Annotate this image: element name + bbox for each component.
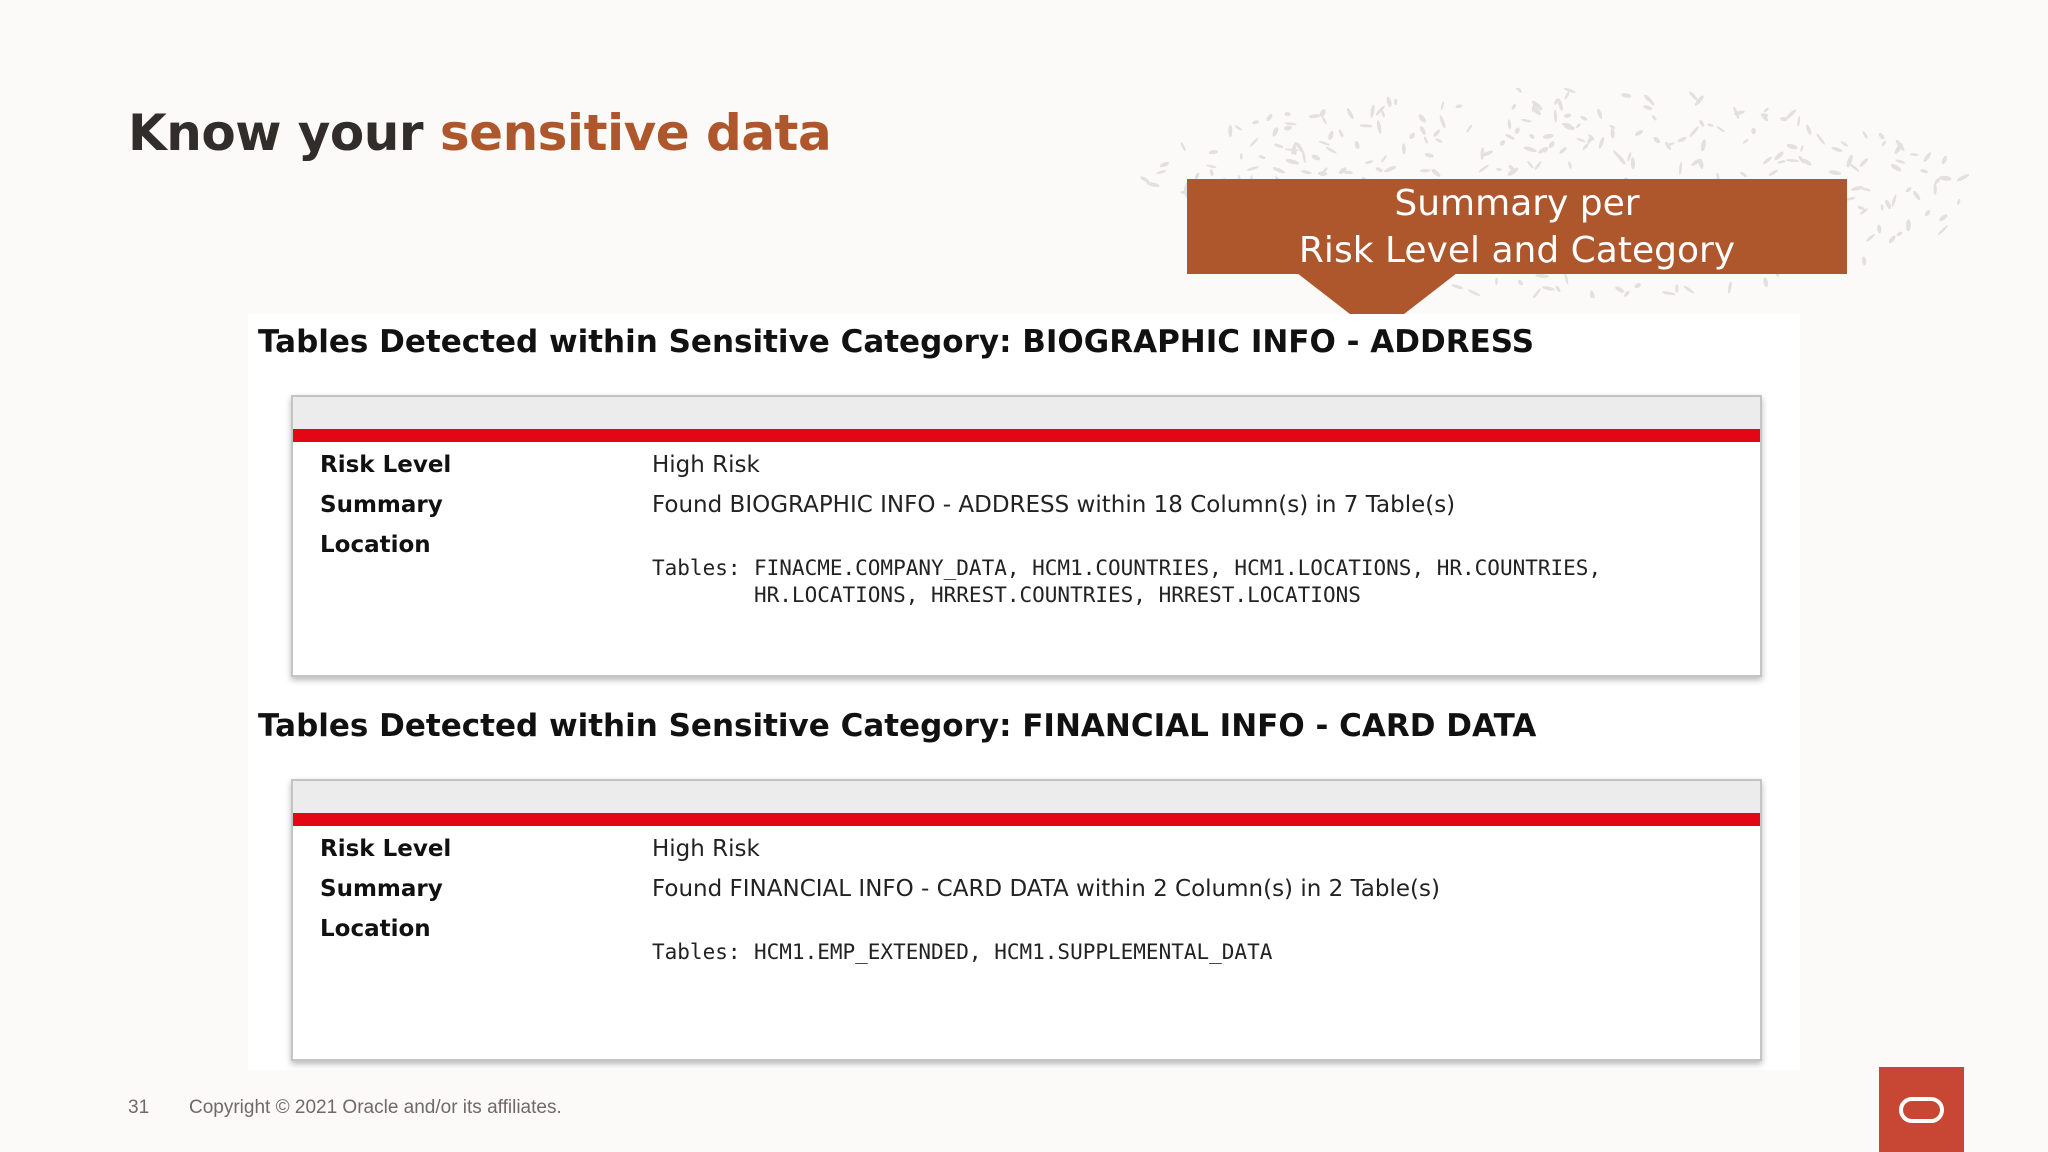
oracle-logo [1879, 1067, 1964, 1152]
panel-header [293, 397, 1760, 429]
tables-prefix: Tables: [652, 940, 741, 964]
panel-header [293, 781, 1760, 813]
title-accent: sensitive data [439, 104, 832, 162]
risk-level-label: Risk Level [320, 452, 452, 478]
location-label: Location [320, 532, 431, 558]
title-main: Know your [128, 104, 440, 162]
tables-line-1: HCM1.EMP_EXTENDED, HCM1.SUPPLEMENTAL_DATA [754, 940, 1273, 964]
oracle-ring-icon [1899, 1097, 1944, 1123]
category-panel-card-data [291, 779, 1762, 1061]
risk-bar [293, 813, 1760, 826]
risk-level-label: Risk Level [320, 836, 452, 862]
copyright-text: Copyright © 2021 Oracle and/or its affiliates. [189, 1097, 562, 1118]
risk-bar [293, 429, 1760, 442]
risk-level-value: High Risk [652, 836, 760, 862]
summary-label: Summary [320, 876, 443, 902]
category-heading-card-data: Tables Detected within Sensitive Category: FINANCIAL INFO - CARD DATA [258, 708, 1537, 744]
slide-title [128, 104, 831, 162]
location-label: Location [320, 916, 431, 942]
tables-line-1: FINACME.COMPANY_DATA, HCM1.COUNTRIES, HCM1.LOCATIONS, HR.COUNTRIES, [754, 556, 1602, 580]
callout-line-1: Summary per [1394, 183, 1640, 224]
category-heading-address: Tables Detected within Sensitive Category: BIOGRAPHIC INFO - ADDRESS [258, 324, 1535, 360]
category-panel-address [291, 395, 1762, 677]
summary-callout [1187, 179, 1847, 274]
summary-label: Summary [320, 492, 443, 518]
tables-line-2: HR.LOCATIONS, HRREST.COUNTRIES, HRREST.LOCATIONS [754, 583, 1361, 607]
slide-number: 31 [128, 1097, 150, 1118]
summary-value: Found BIOGRAPHIC INFO - ADDRESS within 18 Column(s) in 7 Table(s) [652, 492, 1456, 518]
location-tables [652, 939, 1272, 966]
risk-level-value: High Risk [652, 452, 760, 478]
location-tables [652, 555, 1601, 609]
tables-prefix: Tables: [652, 556, 741, 580]
summary-value: Found FINANCIAL INFO - CARD DATA within 2 Column(s) in 2 Table(s) [652, 876, 1440, 902]
callout-line-2: Risk Level and Category [1298, 230, 1736, 271]
